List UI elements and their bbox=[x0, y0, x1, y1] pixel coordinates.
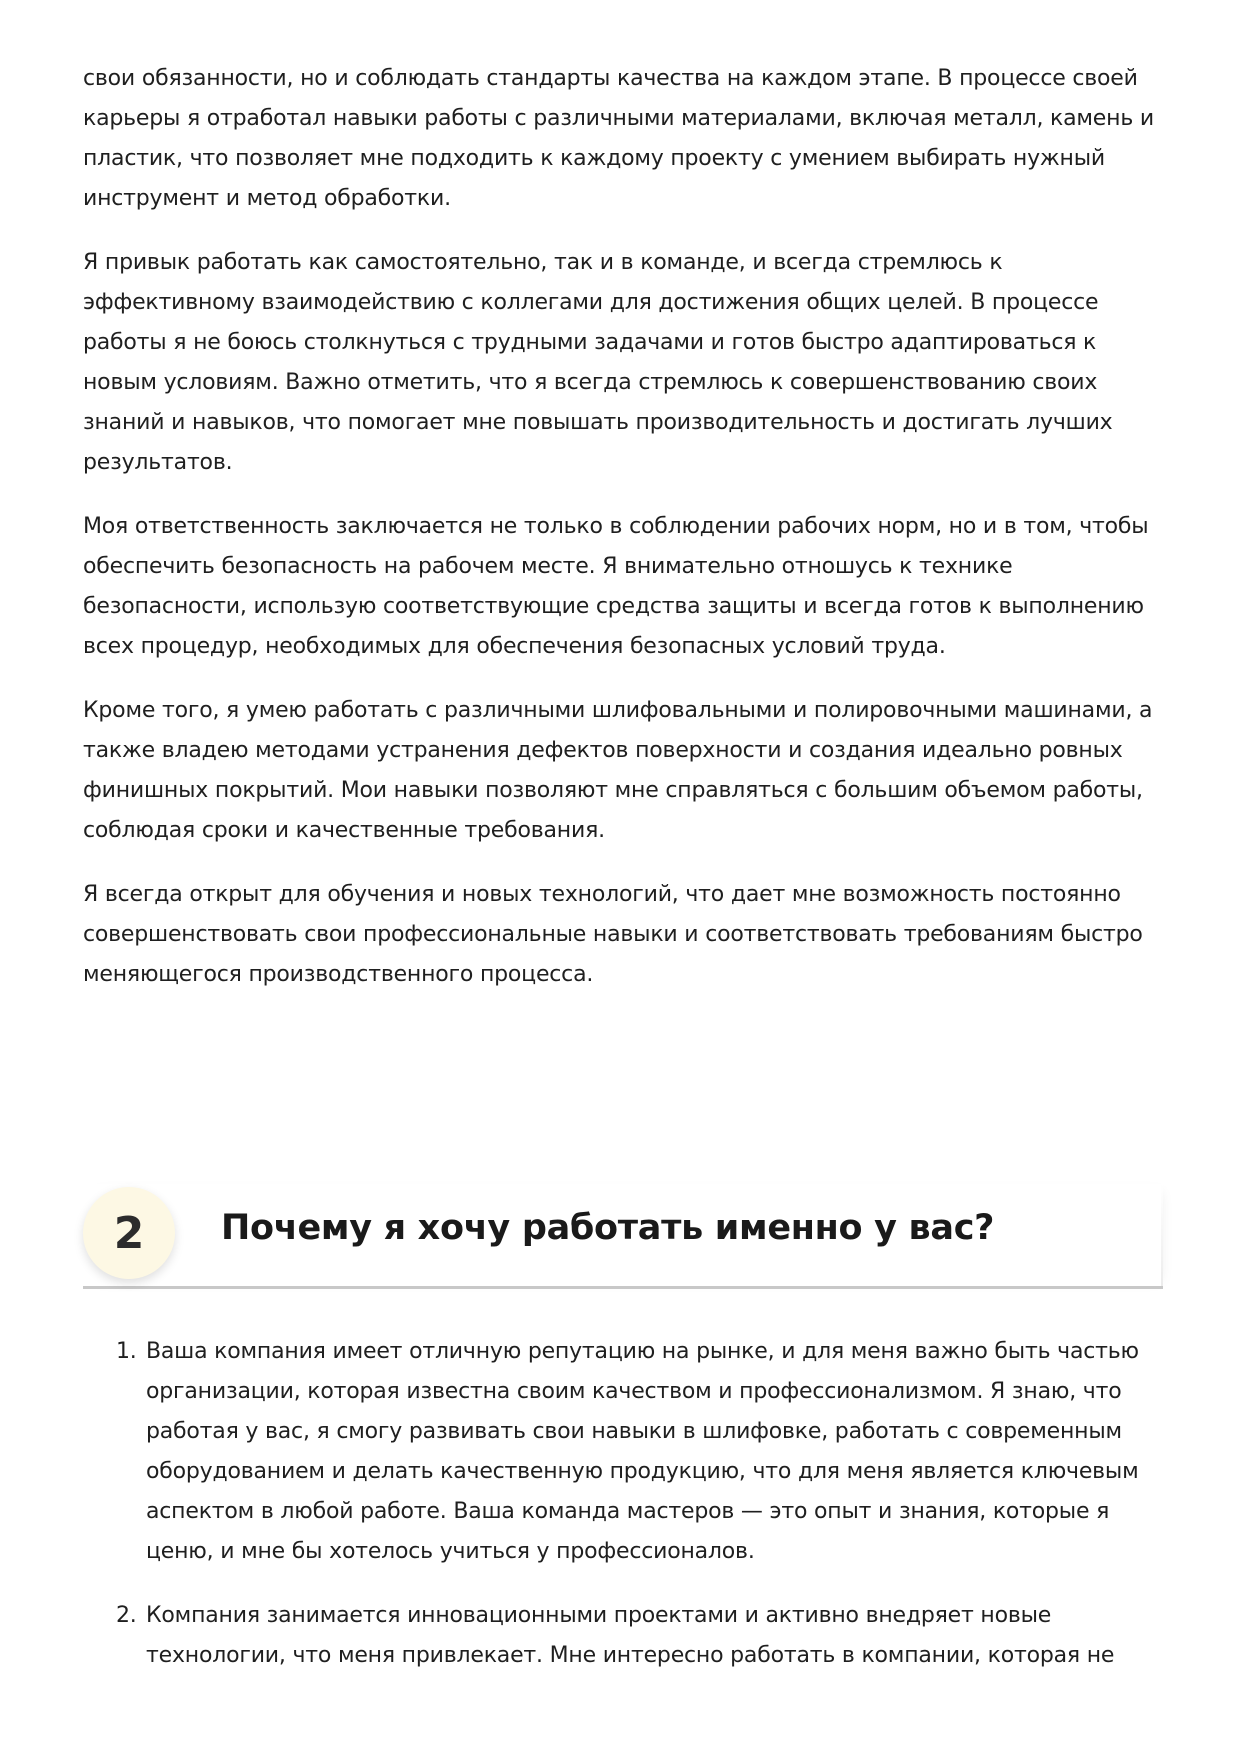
list-item-number: 1. bbox=[116, 1339, 137, 1364]
list-item bbox=[116, 1332, 1163, 1572]
paragraph: свои обязанности, но и соблюдать стандарты качества на каждом этапе. В процессе своей карьеры я отработал навыки работы с различными материалами, включая металл, камень и пластик, что позволяет мне подходить к каждому проекту с умением выбирать нужный инструмент и метод обработки. bbox=[83, 66, 1154, 211]
intro-text-block bbox=[83, 0, 1163, 995]
section-why-this-company bbox=[83, 1184, 1163, 1676]
section-number-badge: 2 bbox=[83, 1187, 175, 1279]
reasons-list bbox=[83, 1332, 1163, 1676]
list-item-number: 2. bbox=[116, 1603, 137, 1628]
paragraph: Я всегда открыт для обучения и новых технологий, что дает мне возможность постоянно совершенствовать свои профессиональные навыки и соответствовать требованиям быстро меняющегося производственного процесса. bbox=[83, 882, 1143, 987]
paragraph: Моя ответственность заключается не только в соблюдении рабочих норм, но и в том, чтобы обеспечить безопасность на рабочем месте. Я внимательно отношусь к технике безопасности, использую соответствующие средства защиты и всегда готов к выполнению всех процедур, необходимых для обеспечения безопасных условий труда. bbox=[83, 514, 1149, 659]
section-header bbox=[83, 1184, 1163, 1289]
paragraph: Я привык работать как самостоятельно, так и в команде, и всегда стремлюсь к эффективному взаимодействию с коллегами для достижения общих целей. В процессе работы я не боюсь столкнуться с трудными задачами и готов быстро адаптироваться к новым условиям. Важно отметить, что я всегда стремлюсь к совершенствованию своих знаний и навыков, что помогает мне повышать производительность и достигать лучших результатов. bbox=[83, 250, 1113, 475]
document-content bbox=[83, 0, 1163, 1676]
list-item-text: Компания занимается инновационными проектами и активно внедряет новые технологии, что меня привлекает. Мне интересно работать в компании, которая не bbox=[146, 1603, 1115, 1668]
paragraph: Кроме того, я умею работать с различными шлифовальными и полировочными машинами, а также владею методами устранения дефектов поверхности и создания идеально ровных финишных покрытий. Мои навыки позволяют мне справляться с большим объемом работы, соблюдая сроки и качественные требования. bbox=[83, 698, 1153, 843]
list-item-text: Ваша компания имеет отличную репутацию на рынке, и для меня важно быть частью организации, которая известна своим качеством и профессионализмом. Я знаю, что работая у вас, я смогу развивать свои навыки в шлифовке, работать с современным оборудованием и делать качественную продукцию, что для меня является ключевым аспектом в любой работе. Ваша команда мастеров — это опыт и знания, которые я ценю, и мне бы хотелось учиться у профессионалов. bbox=[146, 1339, 1139, 1564]
list-item bbox=[116, 1596, 1163, 1676]
section-title: Почему я хочу работать именно у вас? bbox=[221, 1208, 995, 1248]
